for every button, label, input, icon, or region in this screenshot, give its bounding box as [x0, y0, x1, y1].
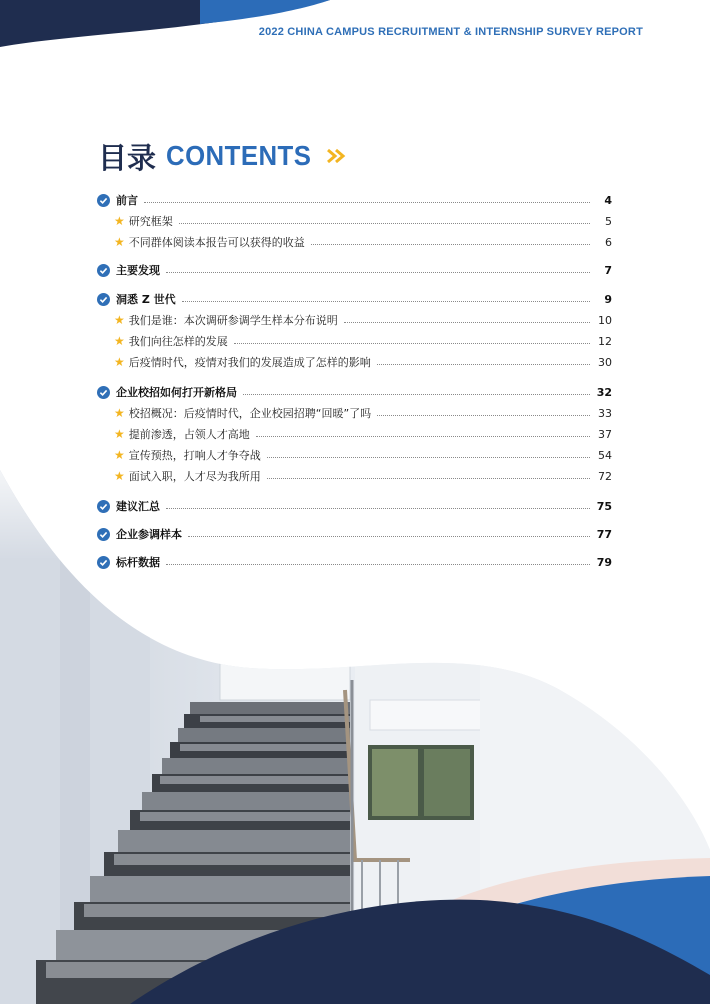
toc-section[interactable]: [97, 382, 612, 402]
dot-leader: [144, 201, 590, 203]
toc-page-number: 32: [596, 385, 612, 399]
toc-page-number: 7: [604, 263, 612, 277]
toc-subsection[interactable]: [97, 331, 612, 351]
toc-label: 标杆数据: [116, 556, 160, 569]
toc-subsection[interactable]: [97, 424, 612, 444]
toc-page-number: 72: [598, 469, 612, 483]
dot-leader: [166, 563, 590, 565]
toc-label: 面试入职，人才尽为我所用: [128, 470, 261, 483]
toc-label: 我们是谁：本次调研参调学生样本分布说明: [128, 314, 338, 327]
check-circle-icon: [97, 293, 110, 306]
toc-subsection[interactable]: [97, 211, 612, 231]
dot-leader: [377, 363, 590, 365]
dot-leader: [377, 414, 590, 416]
toc-subsection[interactable]: [97, 445, 612, 465]
star-icon: ★: [114, 235, 125, 249]
star-icon: ★: [114, 406, 125, 420]
star-icon: ★: [114, 448, 125, 462]
star-icon: ★: [114, 427, 125, 441]
toc-label: 我们向往怎样的发展: [128, 335, 228, 348]
toc-label: 宣传预热，打响人才争夺战: [128, 449, 261, 462]
toc-label: 不同群体阅读本报告可以获得的收益: [128, 236, 305, 249]
toc-section[interactable]: [97, 552, 612, 572]
toc-page-number: 5: [605, 214, 612, 228]
toc-page-number: 30: [598, 355, 612, 369]
check-circle-icon: [97, 194, 110, 207]
check-circle-icon: [97, 500, 110, 513]
check-circle-icon: [97, 264, 110, 277]
toc-label: 企业参调样本: [116, 528, 182, 541]
dot-leader: [243, 393, 590, 395]
toc-page-number: 9: [604, 292, 612, 306]
toc-section[interactable]: [97, 496, 612, 516]
toc-subsection[interactable]: [97, 352, 612, 372]
dot-leader: [188, 535, 590, 537]
dot-leader: [311, 243, 590, 245]
toc-label: 前言: [116, 194, 138, 207]
dot-leader: [234, 342, 590, 344]
star-icon: ★: [114, 469, 125, 483]
toc-subsection[interactable]: [97, 232, 612, 252]
dot-leader: [267, 456, 590, 458]
toc-page-number: 54: [598, 448, 612, 462]
check-circle-icon: [97, 386, 110, 399]
toc-label: 研究框架: [128, 215, 173, 228]
star-icon: ★: [114, 313, 125, 327]
toc-subsection[interactable]: [97, 466, 612, 486]
toc-section[interactable]: [97, 524, 612, 544]
dot-leader: [256, 435, 590, 437]
title-chinese: 目录: [98, 140, 157, 175]
toc-label: 主要发现: [116, 264, 160, 277]
toc-page-number: 77: [596, 527, 612, 541]
dot-leader: [182, 300, 590, 302]
toc-section[interactable]: [97, 260, 612, 280]
top-wave-blue: [200, 0, 330, 24]
toc-label: 企业校招如何打开新格局: [116, 386, 237, 399]
toc-section[interactable]: [97, 289, 612, 309]
toc-page-number: 75: [596, 499, 612, 513]
dot-leader: [344, 321, 590, 323]
toc-page-number: 79: [596, 555, 612, 569]
star-icon: ★: [114, 334, 125, 348]
toc-label: 提前渗透，占领人才高地: [128, 428, 250, 441]
toc-page-number: 37: [598, 427, 612, 441]
toc-page-number: 12: [598, 334, 612, 348]
toc-label: 洞悉 Z 世代: [116, 293, 176, 306]
toc-section[interactable]: [97, 190, 612, 210]
toc-page-number: 10: [598, 313, 612, 327]
toc-subsection[interactable]: [97, 310, 612, 330]
check-circle-icon: [97, 528, 110, 541]
toc-label: 后疫情时代，疫情对我们的发展造成了怎样的影响: [128, 356, 371, 369]
title-english: CONTENTS: [166, 140, 312, 171]
star-icon: ★: [114, 214, 125, 228]
toc-subsection[interactable]: [97, 403, 612, 423]
toc-page-number: 6: [605, 235, 612, 249]
page-title: [98, 136, 348, 176]
dot-leader: [267, 477, 590, 479]
report-header: 2022 CHINA CAMPUS RECRUITMENT & INTERNSHIP SURVEY REPORT: [258, 26, 643, 38]
toc-page-number: 4: [604, 193, 612, 207]
toc-label: 建议汇总: [116, 500, 160, 513]
check-circle-icon: [97, 556, 110, 569]
double-chevron-right-icon: [326, 148, 348, 168]
dot-leader: [166, 271, 590, 273]
toc-label: 校招概况：后疫情时代，企业校园招聘“回暖”了吗: [128, 407, 372, 420]
star-icon: ★: [114, 355, 125, 369]
dot-leader: [179, 222, 590, 224]
toc-page-number: 33: [598, 406, 612, 420]
dot-leader: [166, 507, 590, 509]
